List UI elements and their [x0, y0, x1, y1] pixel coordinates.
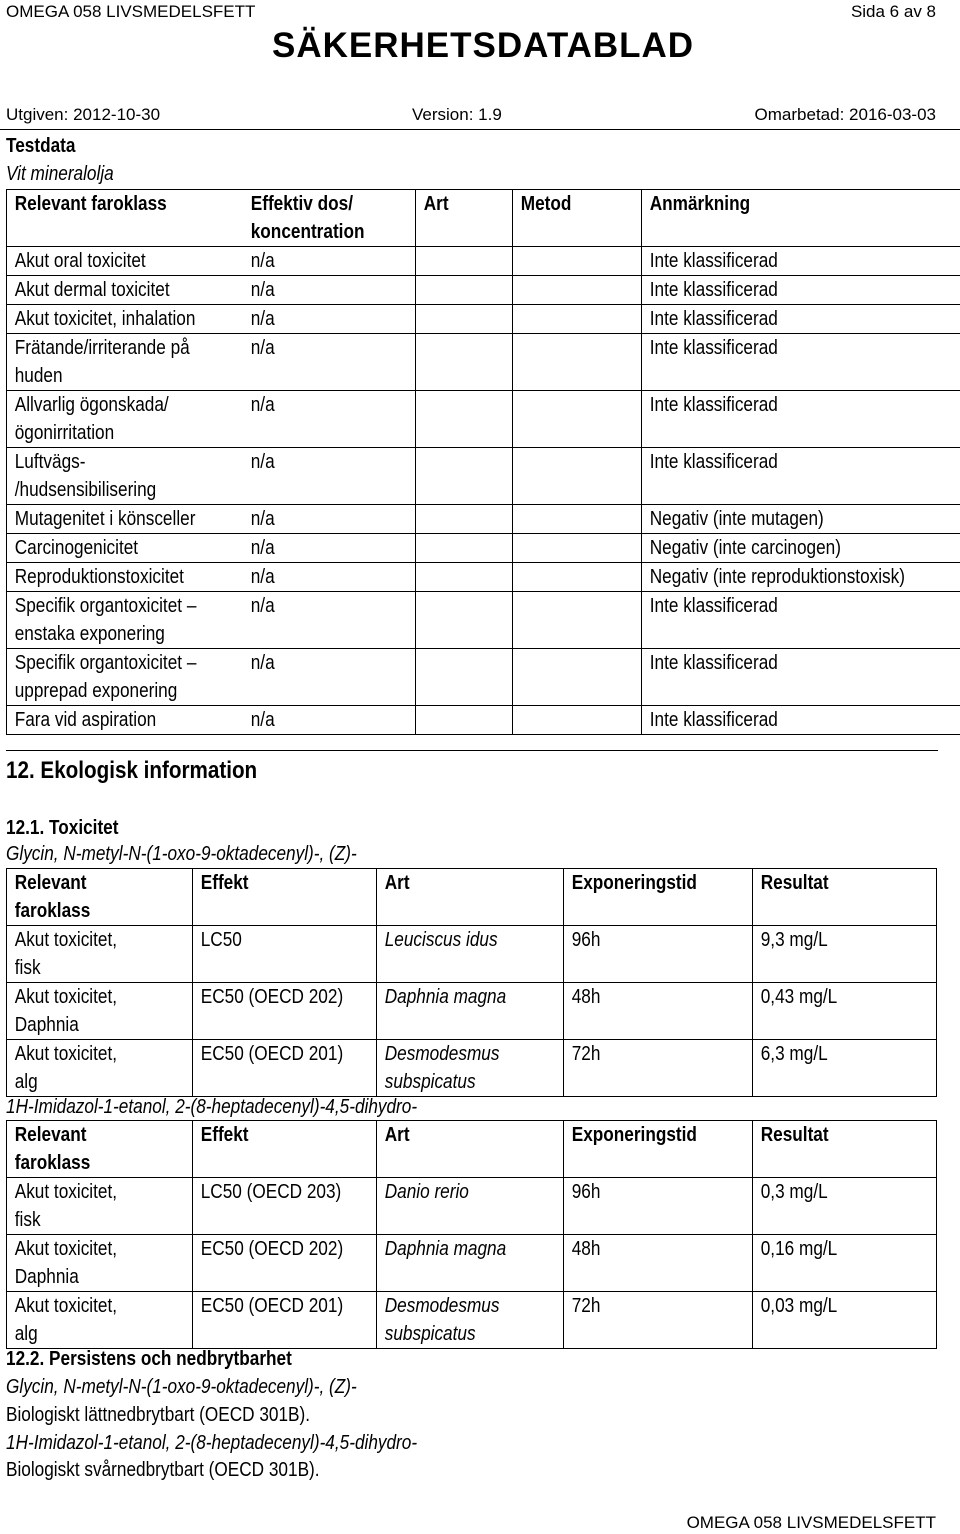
dose-cell: n/a	[250, 394, 275, 416]
hazard-class-cell: Akut oral toxicitet	[14, 250, 146, 272]
tox2-header-row	[7, 1121, 937, 1178]
tox-hazard-cell: Akut toxicitet, Daphnia	[14, 986, 118, 1036]
header-page-info: Sida 6 av 8	[850, 2, 936, 21]
hazard-class-cell: Akut toxicitet, inhalation	[14, 308, 196, 330]
dose-cell: n/a	[250, 308, 275, 330]
tox-row	[7, 1178, 937, 1235]
testdata-row	[7, 563, 960, 592]
tox-time-cell: 72h	[571, 1043, 601, 1065]
tox2-col-time: Exponeringstid	[571, 1124, 697, 1146]
testdata-header-row	[7, 190, 960, 247]
hazard-class-cell: Specifik organtoxicitet – upprepad exponering	[14, 652, 197, 702]
tox-time-cell: 48h	[571, 986, 601, 1008]
species-cell	[416, 247, 513, 276]
tox-row	[7, 1235, 937, 1292]
species-cell	[416, 592, 513, 649]
testdata-table	[6, 189, 960, 735]
tox-row	[7, 1292, 937, 1349]
hazard-class-cell: Luftvägs- /hudsensibilisering	[14, 451, 157, 501]
tox-row	[7, 926, 937, 983]
species-cell	[416, 706, 513, 735]
testdata-row	[7, 505, 960, 534]
hazard-class-cell: Akut dermal toxicitet	[14, 279, 170, 301]
tox-result-cell: 0,3 mg/L	[760, 1181, 828, 1203]
pers-substance-1: Glycin, N-metyl-N-(1-oxo-9-oktadecenyl)-, (Z)-	[6, 1376, 357, 1398]
persistence-heading: 12.2. Persistens och nedbrytbarhet	[6, 1348, 292, 1370]
testdata-row	[7, 305, 960, 334]
remark-cell: Inte klassificerad	[649, 279, 778, 301]
tox2-col-effect: Effekt	[200, 1124, 249, 1146]
header-divider	[0, 129, 960, 130]
remark-cell: Inte klassificerad	[649, 709, 778, 731]
tox1-col-result: Resultat	[760, 872, 829, 894]
tox-result-cell: 9,3 mg/L	[760, 929, 828, 951]
testdata-row	[7, 649, 960, 706]
pers-substance-2: 1H-Imidazol-1-etanol, 2-(8-heptadecenyl)-4,5-dihydro-	[6, 1432, 418, 1454]
toxicity-heading: 12.1. Toxicitet	[6, 817, 119, 839]
tox-effect-cell: EC50 (OECD 201)	[200, 1295, 344, 1317]
dose-cell: n/a	[250, 709, 275, 731]
tox-time-cell: 96h	[571, 1181, 601, 1203]
tox2-col-hazard: Relevant faroklass	[14, 1124, 91, 1174]
hazard-class-cell: Carcinogenicitet	[14, 537, 139, 559]
testdata-row	[7, 276, 960, 305]
header-company: OMEGA 058 LIVSMEDELSFETT	[6, 2, 256, 21]
col-header-dose: Effektiv dos/ koncentration	[250, 193, 364, 243]
method-cell	[513, 391, 642, 448]
remark-cell: Negativ (inte carcinogen)	[649, 537, 841, 559]
method-cell	[513, 505, 642, 534]
testdata-row	[7, 247, 960, 276]
header-issued-date: Utgiven: 2012-10-30	[6, 105, 161, 124]
remark-cell: Inte klassificerad	[649, 394, 778, 416]
tox1-col-effect: Effekt	[200, 872, 249, 894]
testdata-row	[7, 706, 960, 735]
tox-row	[7, 1040, 937, 1097]
testdata-heading: Testdata	[6, 135, 76, 157]
tox-species-cell: Daphnia magna	[384, 986, 507, 1008]
col-header-method: Metod	[520, 193, 572, 215]
tox1-col-species: Art	[384, 872, 410, 894]
remark-cell: Inte klassificerad	[649, 595, 778, 617]
tox1-substance: Glycin, N-metyl-N-(1-oxo-9-oktadecenyl)-, (Z)-	[6, 843, 357, 865]
header-version: Version: 1.9	[412, 105, 502, 124]
tox-species-cell: Desmodesmus subspicatus	[384, 1043, 500, 1093]
species-cell	[416, 563, 513, 592]
species-cell	[416, 391, 513, 448]
hazard-class-cell: Reproduktionstoxicitet	[14, 566, 184, 588]
species-cell	[416, 448, 513, 505]
remark-cell: Inte klassificerad	[649, 451, 778, 473]
dose-cell: n/a	[250, 250, 275, 272]
pers-text-2: Biologiskt svårnedbrytbart (OECD 301B).	[6, 1459, 320, 1481]
remark-cell: Inte klassificerad	[649, 308, 778, 330]
section12-divider	[6, 750, 938, 751]
section12-heading: 12. Ekologisk information	[6, 757, 258, 784]
col-header-remark: Anmärkning	[649, 193, 751, 215]
header-revised-date: Omarbetad: 2016-03-03	[754, 105, 936, 124]
testdata-substance: Vit mineralolja	[6, 163, 114, 185]
tox-time-cell: 72h	[571, 1295, 601, 1317]
remark-cell: Negativ (inte mutagen)	[649, 508, 824, 530]
pers-text-1: Biologiskt lättnedbrytbart (OECD 301B).	[6, 1404, 311, 1426]
tox-species-cell: Daphnia magna	[384, 1238, 507, 1260]
tox2-table	[6, 1120, 937, 1349]
dose-cell: n/a	[250, 652, 275, 674]
species-cell	[416, 505, 513, 534]
tox-time-cell: 48h	[571, 1238, 601, 1260]
tox-species-cell: Desmodesmus subspicatus	[384, 1295, 500, 1345]
testdata-row	[7, 334, 960, 391]
tox1-table	[6, 868, 937, 1097]
tox-hazard-cell: Akut toxicitet, alg	[14, 1295, 118, 1345]
method-cell	[513, 448, 642, 505]
tox-effect-cell: EC50 (OECD 201)	[200, 1043, 344, 1065]
tox-time-cell: 96h	[571, 929, 601, 951]
species-cell	[416, 276, 513, 305]
document-title: SÄKERHETSDATABLAD	[272, 26, 695, 65]
species-cell	[416, 334, 513, 391]
tox-species-cell: Danio rerio	[384, 1181, 469, 1203]
method-cell	[513, 592, 642, 649]
method-cell	[513, 706, 642, 735]
method-cell	[513, 276, 642, 305]
dose-cell: n/a	[250, 537, 275, 559]
remark-cell: Inte klassificerad	[649, 250, 778, 272]
dose-cell: n/a	[250, 279, 275, 301]
col-header-hazard: Relevant faroklass	[14, 193, 167, 215]
method-cell	[513, 563, 642, 592]
method-cell	[513, 534, 642, 563]
tox2-substance: 1H-Imidazol-1-etanol, 2-(8-heptadecenyl)-4,5-dihydro-	[6, 1096, 418, 1118]
tox1-header-row	[7, 869, 937, 926]
col-header-species: Art	[423, 193, 449, 215]
hazard-class-cell: Fara vid aspiration	[14, 709, 157, 731]
hazard-class-cell: Frätande/irriterande på huden	[14, 337, 190, 387]
tox-effect-cell: EC50 (OECD 202)	[200, 1238, 344, 1260]
dose-cell: n/a	[250, 566, 275, 588]
species-cell	[416, 649, 513, 706]
method-cell	[513, 305, 642, 334]
tox1-col-time: Exponeringstid	[571, 872, 697, 894]
tox-hazard-cell: Akut toxicitet, Daphnia	[14, 1238, 118, 1288]
tox-result-cell: 0,43 mg/L	[760, 986, 838, 1008]
tox2-col-species: Art	[384, 1124, 410, 1146]
dose-cell: n/a	[250, 451, 275, 473]
tox-row	[7, 983, 937, 1040]
tox-species-cell: Leuciscus idus	[384, 929, 498, 951]
dose-cell: n/a	[250, 508, 275, 530]
remark-cell: Inte klassificerad	[649, 652, 778, 674]
tox-result-cell: 0,03 mg/L	[760, 1295, 838, 1317]
testdata-row	[7, 391, 960, 448]
tox-hazard-cell: Akut toxicitet, fisk	[14, 929, 118, 979]
tox-effect-cell: LC50 (OECD 203)	[200, 1181, 342, 1203]
remark-cell: Inte klassificerad	[649, 337, 778, 359]
tox-hazard-cell: Akut toxicitet, alg	[14, 1043, 118, 1093]
dose-cell: n/a	[250, 595, 275, 617]
tox-result-cell: 0,16 mg/L	[760, 1238, 838, 1260]
remark-cell: Negativ (inte reproduktionstoxisk)	[649, 566, 905, 588]
testdata-row	[7, 448, 960, 505]
hazard-class-cell: Specifik organtoxicitet – enstaka exponering	[14, 595, 197, 645]
hazard-class-cell: Allvarlig ögonskada/ ögonirritation	[14, 394, 169, 444]
hazard-class-cell: Mutagenitet i könsceller	[14, 508, 196, 530]
species-cell	[416, 534, 513, 563]
species-cell	[416, 305, 513, 334]
testdata-row	[7, 592, 960, 649]
method-cell	[513, 247, 642, 276]
tox-effect-cell: LC50	[200, 929, 242, 951]
tox-result-cell: 6,3 mg/L	[760, 1043, 828, 1065]
tox-effect-cell: EC50 (OECD 202)	[200, 986, 344, 1008]
method-cell	[513, 649, 642, 706]
tox-hazard-cell: Akut toxicitet, fisk	[14, 1181, 118, 1231]
tox2-col-result: Resultat	[760, 1124, 829, 1146]
testdata-row	[7, 534, 960, 563]
method-cell	[513, 334, 642, 391]
footer-company: OMEGA 058 LIVSMEDELSFETT	[686, 1513, 936, 1532]
tox1-col-hazard: Relevant faroklass	[14, 872, 91, 922]
dose-cell: n/a	[250, 337, 275, 359]
